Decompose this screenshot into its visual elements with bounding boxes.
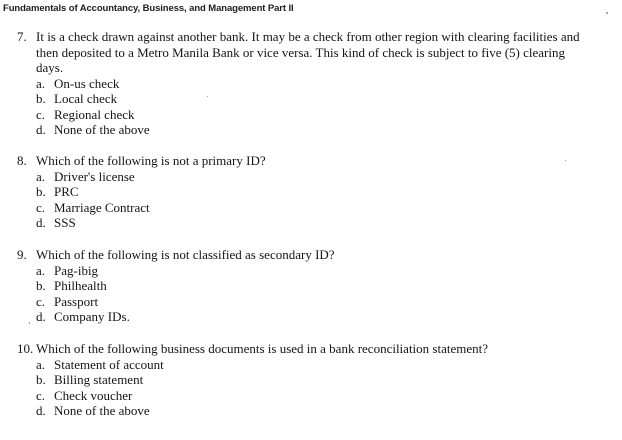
option-c [17,388,488,404]
option-d [17,403,488,419]
question-text-line: then deposited to a Metro Manila Bank or vice versa. This kind of check is subject to five (5) clearing [36,44,565,60]
option-letter: d. [36,403,46,418]
option-letter: d. [36,122,46,137]
question-7 [17,29,580,138]
option-text: None of the above [54,122,150,137]
option-d [17,122,580,138]
scan-speck [207,96,208,97]
option-letter: b. [36,91,46,106]
option-text: Statement of account [54,356,164,372]
option-d [17,215,266,231]
option-a [17,169,266,185]
page-header: Fundamentals of Accountancy, Business, and Management Part II [3,3,294,14]
option-text: Company IDs. [54,309,130,324]
option-text: Check voucher [54,387,133,403]
option-letter: b. [36,184,46,199]
option-a [17,263,335,279]
option-letter: a. [36,75,46,91]
option-text: Philhealth [54,278,107,293]
option-text: Driver's license [54,168,135,184]
option-text: Passport [54,293,99,309]
option-letter: a. [36,262,46,278]
question-stem [17,29,580,76]
question-text-line: It is a check drawn against another bank. It may be a check from other region with clearing facilities and [36,29,580,44]
question-stem [17,341,488,357]
option-text: Regional check [54,106,135,122]
option-text: Billing statement [54,372,144,387]
option-d [17,309,335,325]
question-number: 7. [17,29,27,44]
option-letter: c. [36,293,46,309]
option-text: None of the above [54,403,150,418]
question-8 [17,153,266,231]
option-c [17,107,580,123]
option-b [17,372,488,388]
option-letter: a. [36,168,46,184]
scan-speck [565,160,566,161]
question-text-line: days. [36,60,64,75]
option-letter: c. [36,199,46,215]
scan-speck [29,322,30,324]
question-number: 8. [17,153,27,168]
question-number: 9. [17,247,27,262]
question-text-line: Which of the following is not a primary ID? [36,153,266,168]
option-a [17,357,488,373]
option-c [17,294,335,310]
option-letter: b. [36,278,46,293]
option-c [17,200,266,216]
question-text-line: Which of the following business documents is used in a bank reconciliation statement? [36,341,489,356]
option-text: Marriage Contract [54,199,150,215]
option-b [17,184,266,200]
option-letter: a. [36,356,46,372]
option-text: Local check [54,91,118,106]
option-text: SSS [54,215,76,230]
option-text: PRC [54,184,79,199]
option-letter: d. [36,309,46,324]
option-letter: b. [36,372,46,387]
option-letter: c. [36,387,46,403]
option-a [17,76,580,92]
question-9 [17,247,335,325]
option-text: Pag-ibig [54,262,99,278]
option-b [17,278,335,294]
question-stem [17,247,335,263]
question-number: 10. [17,341,34,356]
option-letter: d. [36,215,46,230]
scan-speck [606,12,608,14]
option-letter: c. [36,106,46,122]
question-10 [17,341,488,419]
option-text: On-us check [54,75,120,91]
option-b [17,91,580,107]
question-stem [17,153,266,169]
question-text-line: Which of the following is not classified as secondary ID? [36,247,335,262]
